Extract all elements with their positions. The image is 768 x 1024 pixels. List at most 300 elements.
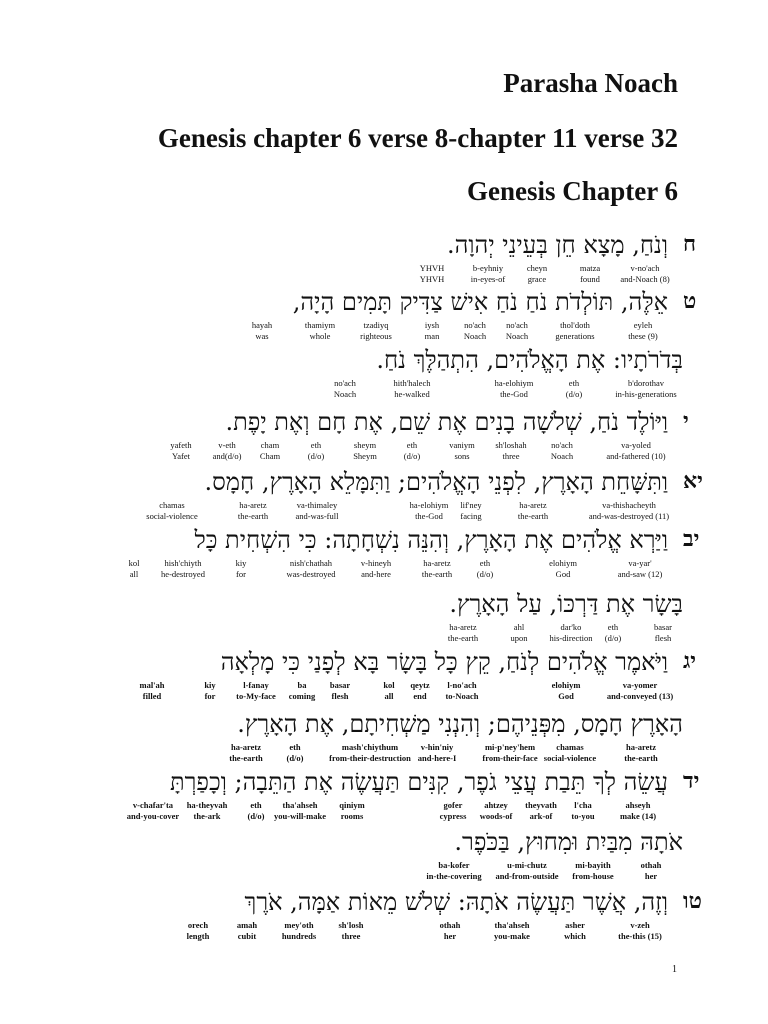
hebrew-text: וַיַּרְא אֱלֹהִים אֶת הָאָרֶץ, וְהִנֵּה נִשְׁחָתָה: כִּי הִשְׁחִית כָּל — [194, 526, 668, 554]
gloss-word — [146, 500, 197, 522]
gloss-word — [620, 800, 656, 822]
gloss-word — [527, 263, 547, 285]
gloss-word — [237, 920, 257, 942]
gloss-word — [448, 622, 478, 644]
english-gloss: his-direction — [549, 633, 593, 643]
transliteration: ha-aretz — [625, 742, 657, 752]
english-gloss: and-saw (12) — [617, 569, 663, 579]
english-gloss: from-house — [572, 871, 614, 881]
english-gloss: for — [204, 691, 216, 701]
english-gloss: the-earth — [237, 511, 269, 521]
transliteration: basar — [329, 680, 351, 690]
english-gloss: in-his-generations — [615, 389, 677, 399]
transliteration: matza — [579, 263, 601, 273]
english-gloss: social-violence — [543, 753, 597, 763]
english-gloss: upon — [510, 633, 528, 643]
gloss-word — [139, 680, 164, 702]
transliteration: eth — [289, 742, 301, 752]
gloss-word — [471, 263, 505, 285]
english-gloss: the-this (15) — [618, 931, 662, 941]
transliteration: ahseyh — [625, 800, 651, 810]
verse-number: ח — [683, 231, 697, 257]
gloss-word — [440, 800, 467, 822]
transliteration: cham — [260, 440, 280, 450]
transliteration: b-eyhniy — [472, 263, 504, 273]
hebrew-text: בְּדֹרֹתָיו: אֶת הָאֱלֹהִים, הִתְהַלֶּךְ נֹחַ. — [376, 346, 683, 374]
transliteration: othah — [640, 860, 662, 870]
hebrew-text: וַיֹּאמֶר אֱלֹהִים לְנֹחַ, קֵץ כָּל בָּשָׂר בָּא לְפָנַי כִּי מָלְאָה — [220, 648, 668, 676]
hebrew-text: אֵלֶּה, תּוֹלְדֹת נֹחַ נֹחַ אִישׁ צַדִּיק תָּמִים הָיָה, — [292, 288, 668, 316]
transliteration: tzadiyq — [363, 320, 389, 330]
transliteration: ha-elohiym — [494, 378, 534, 388]
gloss-row — [0, 263, 768, 285]
page-number: 1 — [672, 964, 677, 975]
gloss-word — [422, 558, 452, 580]
gloss-word — [287, 742, 304, 764]
transliteration: hish'chiyth — [164, 558, 202, 568]
transliteration: ha-aretz — [230, 742, 262, 752]
transliteration: ha-aretz — [519, 500, 547, 510]
gloss-word — [641, 860, 662, 882]
transliteration: othah — [439, 920, 461, 930]
english-gloss: and-was-full — [295, 511, 339, 521]
transliteration: kol — [383, 680, 395, 690]
gloss-word — [494, 920, 530, 942]
transliteration: ha-aretz — [423, 558, 451, 568]
transliteration: ahl — [513, 622, 525, 632]
transliteration: mash'chiythum — [341, 742, 399, 752]
transliteration: mi-p'ney'hem — [484, 742, 536, 752]
transliteration: v-hineyh — [360, 558, 392, 568]
transliteration: sh'losh — [338, 920, 364, 930]
english-gloss: in-the-covering — [426, 871, 482, 881]
english-gloss: make (14) — [619, 811, 657, 821]
gloss-word — [204, 680, 215, 702]
transliteration: thol'doth — [560, 320, 590, 330]
hebrew-text: עֲשֵׂה לְךָ תֵּבַת עֲצֵי גֹפֶר, קִנִּים תַּעֲשֶׂה אֶת הַתֵּבָה; וְכָפַרְתָּ — [170, 768, 668, 796]
english-gloss: and-fathered (10) — [606, 451, 666, 461]
transliteration: mal'ah — [139, 680, 165, 690]
gloss-word — [296, 500, 339, 522]
gloss-word — [353, 440, 377, 462]
transliteration: kiy — [204, 680, 216, 690]
verse-number: י — [683, 408, 689, 434]
english-gloss: (d/o) — [247, 811, 265, 821]
english-gloss: and-here-I — [417, 753, 457, 763]
english-gloss: he-walked — [394, 389, 430, 399]
transliteration: sh'loshah — [495, 440, 527, 450]
english-gloss: hundreds — [281, 931, 317, 941]
english-gloss: all — [384, 691, 394, 701]
transliteration: mi-bayith — [575, 860, 611, 870]
english-gloss: end — [413, 691, 427, 701]
english-gloss: all — [129, 569, 139, 579]
english-gloss: Noach — [505, 331, 529, 341]
english-gloss: (d/o) — [565, 389, 583, 399]
hebrew-text: וַתִּשָּׁחֵת הָאָרֶץ, לִפְנֵי הָאֱלֹהִים; וַתִּמָּלֵא הָאָרֶץ, חָמָס. — [204, 468, 668, 496]
english-gloss: the-God — [415, 511, 443, 521]
gloss-word — [606, 440, 665, 462]
transliteration: no'ach — [464, 320, 486, 330]
transliteration: no'ach — [506, 320, 528, 330]
english-gloss: cypress — [439, 811, 467, 821]
gloss-row — [0, 742, 768, 764]
gloss-word — [618, 920, 662, 942]
gloss-word — [549, 558, 577, 580]
transliteration: b'dorothav — [628, 378, 664, 388]
transliteration: thamiym — [304, 320, 336, 330]
transliteration: yafeth — [170, 440, 192, 450]
transliteration: l-no'ach — [447, 680, 477, 690]
gloss-word — [564, 920, 586, 942]
english-gloss: Noach — [550, 451, 574, 461]
gloss-word — [248, 800, 265, 822]
gloss-word — [404, 440, 421, 462]
gloss-word — [464, 320, 486, 342]
english-gloss: which — [564, 931, 586, 941]
english-gloss: found — [580, 274, 600, 284]
transliteration: iysh — [424, 320, 440, 330]
gloss-word — [572, 860, 613, 882]
english-gloss: whole — [309, 331, 331, 341]
english-gloss: the-earth — [447, 633, 479, 643]
transliteration: eth — [310, 440, 322, 450]
english-gloss: God — [555, 569, 571, 579]
english-gloss: woods-of — [479, 811, 513, 821]
gloss-row — [0, 500, 768, 522]
gloss-word — [580, 263, 600, 285]
gloss-word — [460, 500, 481, 522]
transliteration: l-fanay — [243, 680, 269, 690]
english-gloss: flesh — [654, 633, 672, 643]
english-gloss: Sheym — [353, 451, 377, 461]
transliteration: v-hin'niy — [420, 742, 454, 752]
transliteration: va-thimaley — [296, 500, 338, 510]
hebrew-text: וְנֹחַ, מָצָא חֵן בְּעֵינֵי יְהוָה. — [446, 231, 668, 259]
english-gloss: coming — [288, 691, 316, 701]
transliteration: eyleh — [633, 320, 653, 330]
gloss-word — [607, 680, 673, 702]
transliteration: va-thishacheyth — [602, 500, 656, 510]
gloss-word — [477, 558, 494, 580]
gloss-word — [361, 558, 391, 580]
english-gloss: sons — [454, 451, 470, 461]
english-gloss: you-will-make — [274, 811, 326, 821]
transliteration: no'ach — [334, 378, 356, 388]
gloss-word — [426, 860, 481, 882]
english-gloss: and-from-outside — [495, 871, 559, 881]
english-gloss: three — [502, 451, 520, 461]
gloss-word — [161, 558, 205, 580]
english-gloss: grace — [527, 274, 547, 284]
transliteration: mey'oth — [284, 920, 314, 930]
english-gloss: the-ark — [193, 811, 221, 821]
gloss-word — [252, 320, 272, 342]
english-gloss: and-you-cover — [126, 811, 180, 821]
gloss-word — [605, 622, 622, 644]
gloss-word — [495, 378, 534, 400]
transliteration: asher — [565, 920, 585, 930]
transliteration: amah — [236, 920, 258, 930]
transliteration: hith'halech — [393, 378, 431, 388]
parasha-title: Parasha Noach — [503, 68, 678, 98]
transliteration: vaniym — [449, 440, 475, 450]
gloss-word — [518, 500, 548, 522]
transliteration: elohiym — [549, 558, 577, 568]
gloss-word — [170, 440, 191, 462]
english-gloss: the-earth — [517, 511, 549, 521]
gloss-row — [0, 378, 768, 400]
transliteration: ahtzey — [484, 800, 508, 810]
transliteration: ha-aretz — [449, 622, 477, 632]
gloss-word — [571, 800, 594, 822]
transliteration: hayah — [251, 320, 273, 330]
english-gloss: generations — [555, 331, 595, 341]
english-gloss: and-Noach (8) — [620, 274, 670, 284]
english-gloss: Yafet — [171, 451, 191, 461]
english-gloss: he-destroyed — [161, 569, 205, 579]
gloss-word — [555, 320, 594, 342]
gloss-row — [0, 558, 768, 580]
verse-number: יא — [683, 468, 703, 494]
gloss-word — [236, 558, 247, 580]
gloss-word — [338, 920, 363, 942]
gloss-word — [654, 622, 672, 644]
gloss-word — [480, 800, 513, 822]
verse-number: יג — [683, 648, 697, 674]
gloss-word — [129, 558, 140, 580]
hebrew-text: הָאָרֶץ חָמָס, מִפְּנֵיהֶם; וְהִנְנִי מַשְׁחִיתָם, אֶת הָאָרֶץ. — [237, 710, 683, 738]
gloss-word — [238, 500, 268, 522]
transliteration: no'ach — [551, 440, 573, 450]
english-gloss: Noach — [463, 331, 487, 341]
transliteration: nish'chathah — [289, 558, 333, 568]
english-gloss: for — [236, 569, 246, 579]
english-gloss: in-eyes-of — [470, 274, 506, 284]
transliteration: tha'ahseh — [494, 920, 530, 930]
hebrew-text: אֹתָהּ מִבַּיִת וּמִחוּץ, בַּכֹּפֶר. — [454, 828, 683, 856]
gloss-word — [229, 742, 263, 764]
gloss-word — [449, 440, 475, 462]
transliteration: v-zeh — [630, 920, 650, 930]
english-gloss: facing — [460, 511, 482, 521]
gloss-word — [628, 320, 658, 342]
english-gloss: the-earth — [421, 569, 453, 579]
english-gloss: from-their-destruction — [329, 753, 411, 763]
gloss-row — [0, 320, 768, 342]
gloss-word — [305, 320, 335, 342]
gloss-word — [410, 500, 449, 522]
english-gloss: Cham — [259, 451, 281, 461]
english-gloss: her — [443, 931, 457, 941]
english-gloss: God — [558, 691, 574, 701]
transliteration: ba — [297, 680, 307, 690]
english-gloss: flesh — [331, 691, 349, 701]
transliteration: va-yoled — [621, 440, 651, 450]
verse-number: יב — [683, 526, 700, 552]
transliteration: chamas — [556, 742, 584, 752]
transliteration: lif'ney — [460, 500, 482, 510]
english-gloss: three — [341, 931, 361, 941]
english-gloss: and-conveyed (13) — [606, 691, 674, 701]
english-gloss: (d/o) — [476, 569, 494, 579]
english-gloss: Noach — [333, 389, 357, 399]
transliteration: eth — [250, 800, 262, 810]
gloss-word — [410, 680, 429, 702]
gloss-word — [425, 320, 440, 342]
gloss-word — [330, 680, 350, 702]
english-gloss: from-their-face — [482, 753, 538, 763]
english-gloss: filled — [142, 691, 162, 701]
english-gloss: was — [255, 331, 269, 341]
gloss-word — [286, 558, 335, 580]
english-gloss: and(d/o) — [212, 451, 242, 461]
english-gloss: and-here — [361, 569, 391, 579]
gloss-row — [0, 680, 768, 702]
gloss-word — [274, 800, 326, 822]
gloss-word — [615, 378, 676, 400]
gloss-word — [339, 800, 365, 822]
gloss-word — [525, 800, 557, 822]
gloss-row — [0, 440, 768, 462]
gloss-word — [495, 440, 526, 462]
transliteration: gofer — [443, 800, 463, 810]
hebrew-text: וְזֶה, אֲשֶׁר תַּעֲשֶׂה אֹתָהּ: שְׁלֹשׁ מֵאוֹת אַמָּה, אֹרֶךְ — [244, 888, 668, 916]
english-gloss: the-earth — [624, 753, 658, 763]
gloss-word — [506, 320, 528, 342]
transliteration: sheym — [353, 440, 377, 450]
gloss-row — [0, 860, 768, 882]
gloss-word — [260, 440, 280, 462]
english-gloss: you-make — [494, 931, 530, 941]
english-gloss: was-destroyed — [286, 569, 336, 579]
english-gloss: cubit — [237, 931, 257, 941]
chapter-heading: Genesis Chapter 6 — [466, 176, 678, 206]
english-gloss: (d/o) — [403, 451, 421, 461]
english-gloss: righteous — [360, 331, 392, 341]
english-gloss: length — [186, 931, 210, 941]
gloss-word — [495, 860, 558, 882]
transliteration: v-chafar'ta — [132, 800, 174, 810]
gloss-word — [289, 680, 315, 702]
transliteration: eth — [568, 378, 580, 388]
english-gloss: her — [644, 871, 658, 881]
transliteration: cheyn — [526, 263, 548, 273]
transliteration: ha-theyvah — [186, 800, 228, 810]
gloss-word — [127, 800, 179, 822]
gloss-word — [552, 680, 581, 702]
english-gloss: ark-of — [529, 811, 553, 821]
gloss-word — [394, 378, 431, 400]
gloss-word — [236, 680, 276, 702]
transliteration: dar'ko — [560, 622, 582, 632]
verse-number: טו — [683, 888, 702, 914]
gloss-word — [418, 742, 457, 764]
gloss-word — [620, 263, 669, 285]
gloss-word — [360, 320, 392, 342]
transliteration: theyvath — [525, 800, 557, 810]
english-gloss: and-was-destroyed (11) — [588, 511, 670, 521]
english-gloss: YHVH — [419, 274, 445, 284]
gloss-row — [0, 622, 768, 644]
transliteration: qiniym — [339, 800, 365, 810]
gloss-word — [589, 500, 669, 522]
transliteration: va-yar' — [628, 558, 652, 568]
gloss-word — [445, 680, 478, 702]
transliteration: qeytz — [410, 680, 430, 690]
gloss-word — [511, 622, 528, 644]
english-gloss: man — [424, 331, 440, 341]
english-gloss: (d/o) — [286, 753, 304, 763]
transliteration: v-eth — [218, 440, 236, 450]
gloss-word — [282, 920, 316, 942]
transliteration: tha'ahseh — [282, 800, 318, 810]
transliteration: YHVH — [419, 263, 445, 273]
gloss-word — [550, 622, 593, 644]
gloss-word — [383, 680, 394, 702]
transliteration: v-no'ach — [630, 263, 660, 273]
gloss-word — [440, 920, 461, 942]
transliteration: basar — [654, 622, 672, 632]
gloss-word — [213, 440, 242, 462]
gloss-word — [187, 920, 210, 942]
hebrew-text: וַיּוֹלֶד נֹחַ, שְׁלֹשָׁה בָנִים אֶת שֵׁם, אֶת חָם וְאֶת יָפֶת. — [225, 408, 668, 436]
gloss-row — [0, 800, 768, 822]
gloss-word — [482, 742, 537, 764]
english-gloss: to-you — [571, 811, 595, 821]
english-gloss: to-My-face — [236, 691, 276, 701]
transliteration: u-mi-chutz — [507, 860, 547, 870]
gloss-word — [624, 742, 658, 764]
gloss-word — [187, 800, 228, 822]
gloss-word — [566, 378, 583, 400]
transliteration: ha-aretz — [239, 500, 267, 510]
transliteration: ba-kofer — [438, 860, 470, 870]
transliteration: orech — [187, 920, 209, 930]
transliteration: elohiym — [551, 680, 581, 690]
gloss-word — [329, 742, 411, 764]
transliteration: kiy — [235, 558, 247, 568]
verse-number: ט — [683, 288, 697, 314]
gloss-word — [334, 378, 356, 400]
gloss-word — [618, 558, 663, 580]
gloss-row — [0, 920, 768, 942]
transliteration: va-yomer — [622, 680, 658, 690]
transliteration: kol — [128, 558, 140, 568]
gloss-word — [308, 440, 325, 462]
gloss-word — [544, 742, 596, 764]
english-gloss: rooms — [340, 811, 364, 821]
transliteration: eth — [479, 558, 491, 568]
english-gloss: to-Noach — [445, 691, 479, 701]
english-gloss: the-earth — [229, 753, 263, 763]
transliteration: eth — [607, 622, 619, 632]
verse-range-heading: Genesis chapter 6 verse 8-chapter 11 verse 32 — [157, 123, 678, 153]
transliteration: chamas — [159, 500, 185, 510]
english-gloss: social-violence — [146, 511, 198, 521]
hebrew-text: בָּשָׂר אֶת דַּרְכּוֹ, עַל הָאָרֶץ. — [449, 590, 683, 618]
english-gloss: the-God — [500, 389, 528, 399]
english-gloss: (d/o) — [604, 633, 622, 643]
gloss-word — [551, 440, 573, 462]
verse-number: יד — [683, 768, 700, 794]
english-gloss: these (9) — [628, 331, 658, 341]
transliteration: eth — [406, 440, 418, 450]
transliteration: ha-elohiym — [409, 500, 449, 510]
gloss-word — [420, 263, 445, 285]
english-gloss: (d/o) — [307, 451, 325, 461]
transliteration: l'cha — [574, 800, 592, 810]
